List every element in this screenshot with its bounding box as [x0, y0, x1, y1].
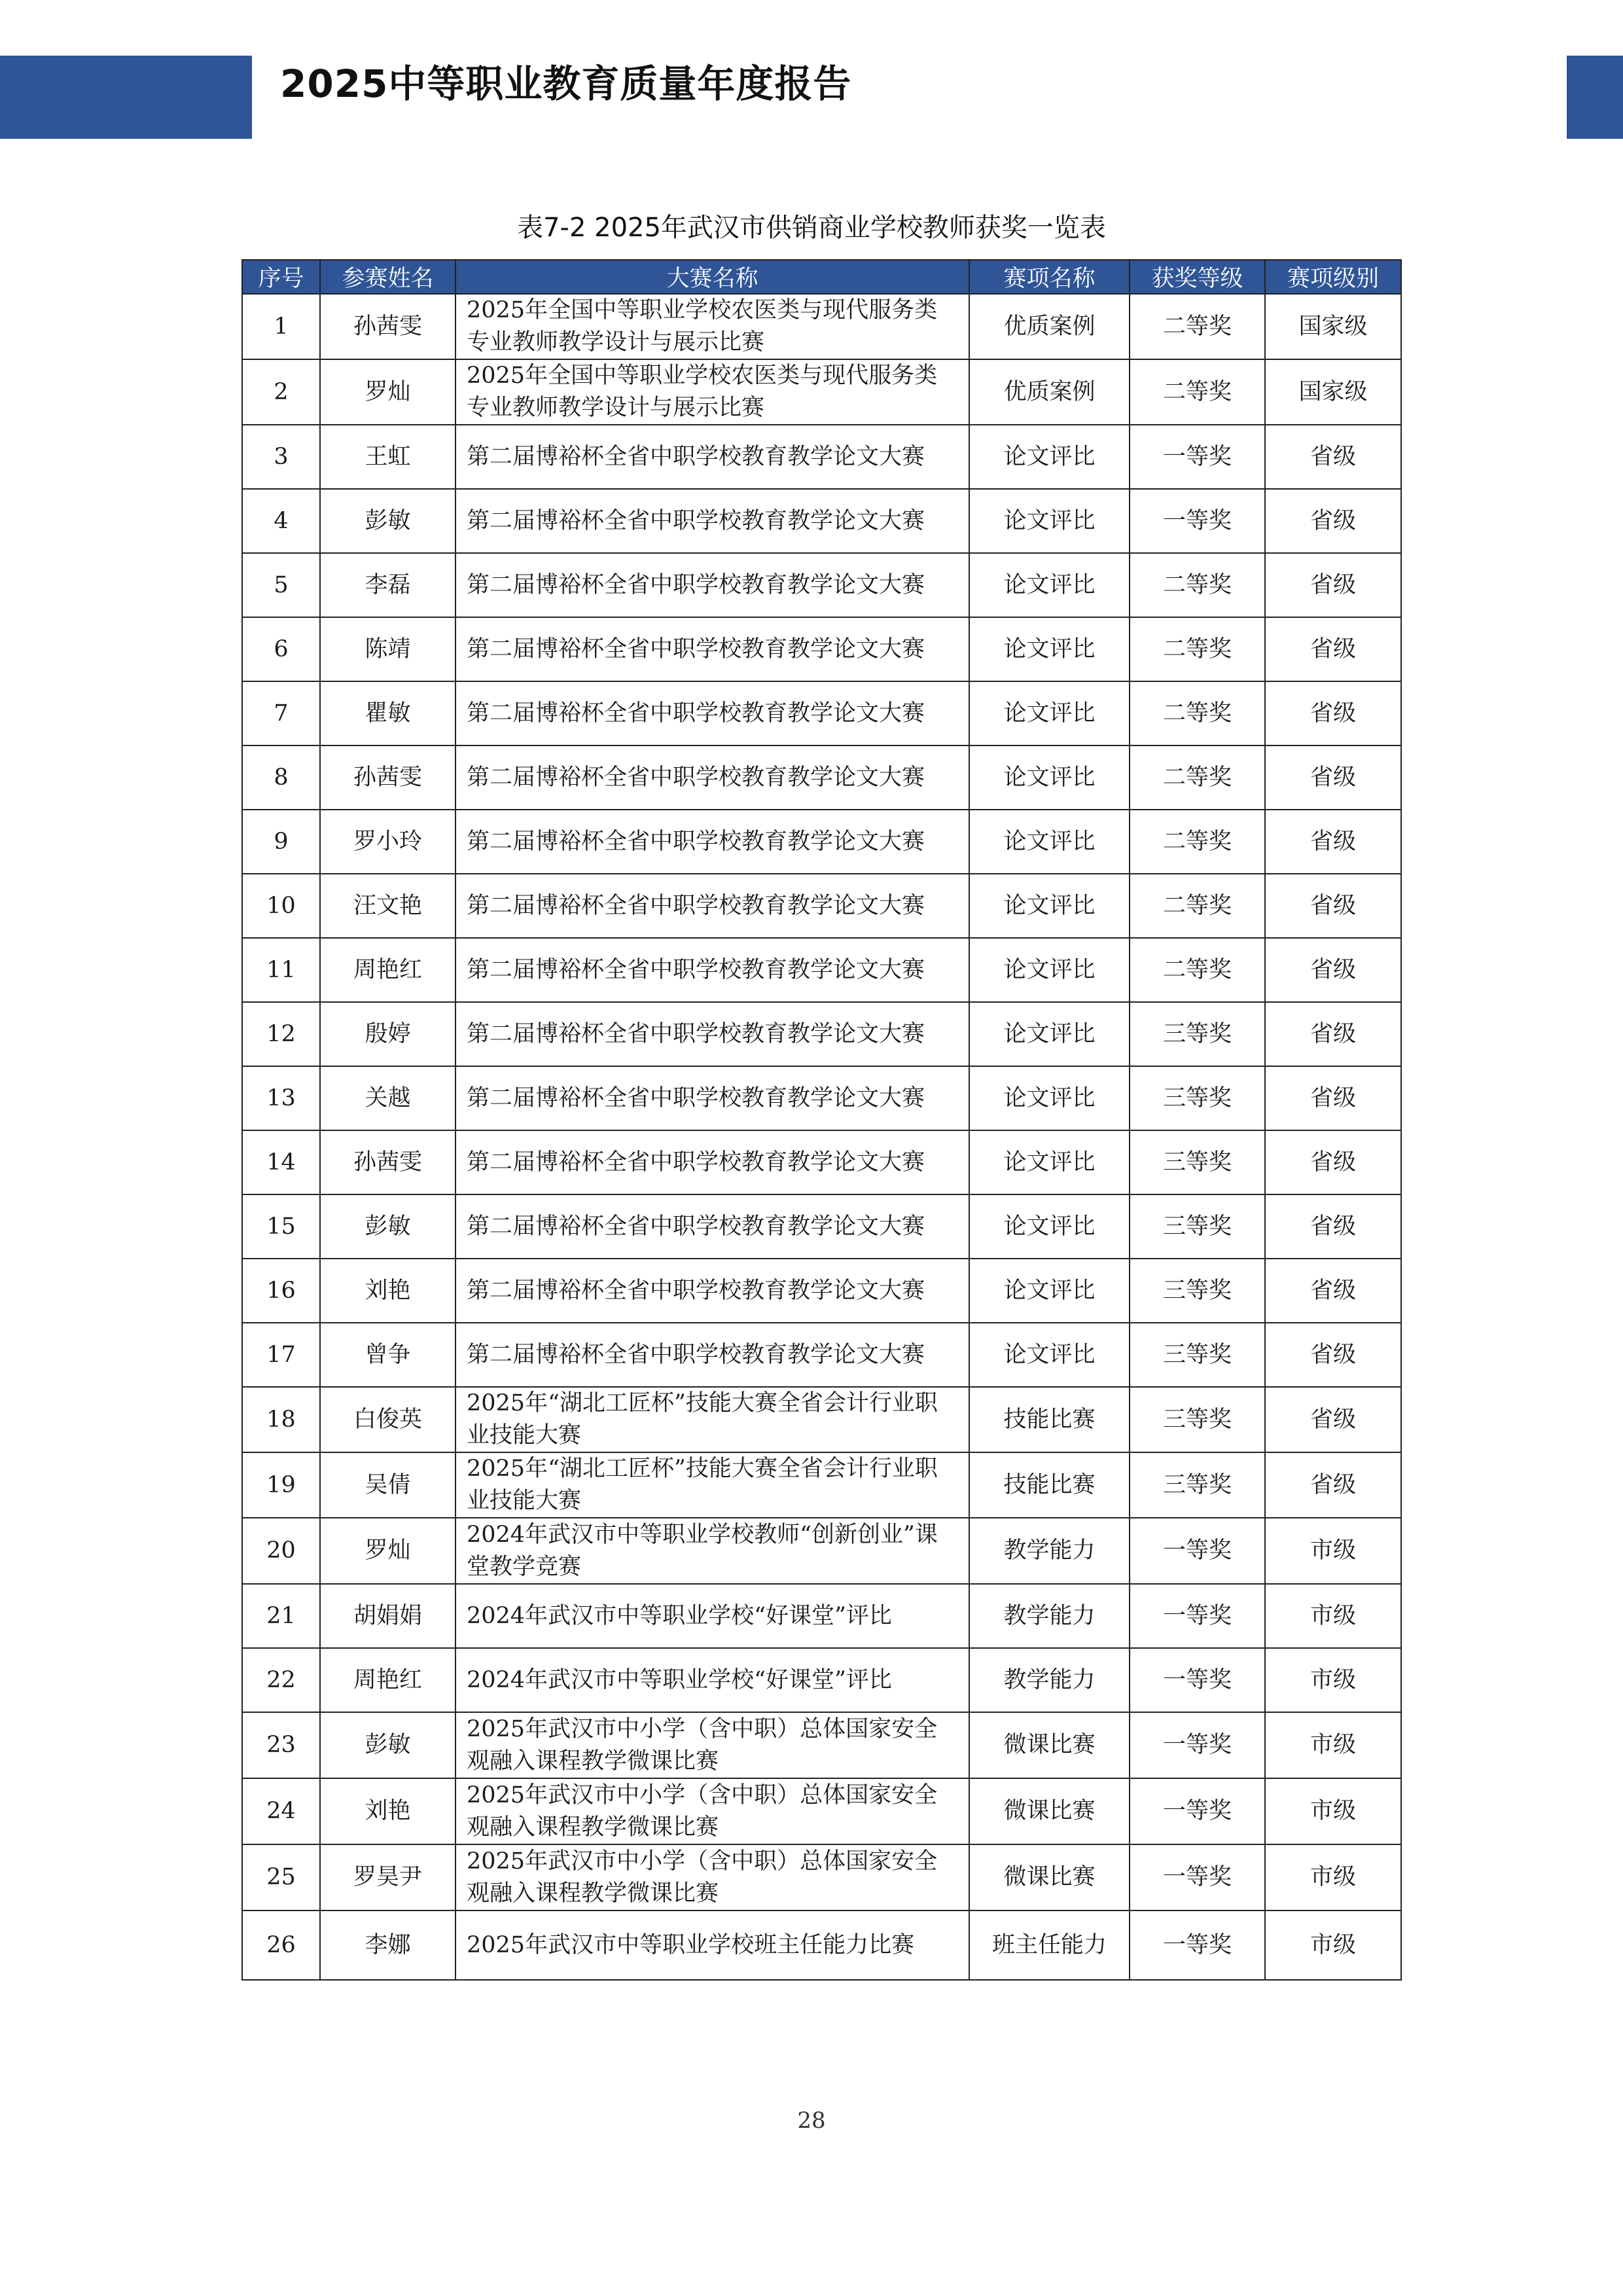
cell-event: 技能比赛	[969, 1452, 1130, 1518]
cell-award: 一等奖	[1130, 1910, 1265, 1980]
cell-level: 省级	[1265, 1194, 1401, 1259]
cell-award: 二等奖	[1130, 553, 1265, 617]
cell-name: 刘艳	[320, 1778, 455, 1844]
table-row	[242, 1194, 1401, 1259]
cell-award: 一等奖	[1130, 425, 1265, 489]
col-header-name: 参赛姓名	[320, 260, 455, 294]
table-row	[242, 1066, 1401, 1130]
cell-index: 6	[242, 617, 320, 681]
cell-name: 李磊	[320, 553, 455, 617]
table-row	[242, 1778, 1401, 1844]
cell-event: 微课比赛	[969, 1778, 1130, 1844]
cell-contest: 第二届博裕杯全省中职学校教育教学论文大赛	[455, 1323, 969, 1387]
cell-event: 微课比赛	[969, 1844, 1130, 1910]
cell-name: 胡娟娟	[320, 1584, 455, 1648]
cell-name: 罗灿	[320, 359, 455, 425]
cell-award: 三等奖	[1130, 1130, 1265, 1194]
cell-name: 罗昊尹	[320, 1844, 455, 1910]
cell-contest: 2024年武汉市中等职业学校“好课堂”评比	[455, 1648, 969, 1712]
cell-award: 二等奖	[1130, 359, 1265, 425]
cell-award: 一等奖	[1130, 1648, 1265, 1712]
cell-name: 孙茜雯	[320, 745, 455, 810]
table-row	[242, 1518, 1401, 1584]
cell-name: 周艳红	[320, 1648, 455, 1712]
cell-event: 论文评比	[969, 1130, 1130, 1194]
cell-event: 论文评比	[969, 938, 1130, 1002]
col-header-award: 获奖等级	[1130, 260, 1265, 294]
cell-level: 市级	[1265, 1648, 1401, 1712]
cell-level: 省级	[1265, 1259, 1401, 1323]
cell-event: 优质案例	[969, 359, 1130, 425]
cell-level: 省级	[1265, 489, 1401, 553]
cell-contest: 2025年全国中等职业学校农医类与现代服务类专业教师教学设计与展示比赛	[455, 294, 969, 359]
cell-index: 12	[242, 1002, 320, 1066]
cell-level: 省级	[1265, 938, 1401, 1002]
cell-contest: 2025年武汉市中等职业学校班主任能力比赛	[455, 1910, 969, 1980]
table-row	[242, 1387, 1401, 1452]
cell-level: 省级	[1265, 810, 1401, 874]
cell-event: 论文评比	[969, 745, 1130, 810]
cell-index: 19	[242, 1452, 320, 1518]
cell-index: 14	[242, 1130, 320, 1194]
table-row	[242, 489, 1401, 553]
table-row	[242, 294, 1401, 359]
cell-level: 市级	[1265, 1778, 1401, 1844]
table-row	[242, 810, 1401, 874]
page-number: 28	[797, 2108, 826, 2134]
table-row	[242, 1323, 1401, 1387]
header-accent-bar-left	[0, 56, 252, 139]
cell-contest: 第二届博裕杯全省中职学校教育教学论文大赛	[455, 874, 969, 938]
cell-name: 汪文艳	[320, 874, 455, 938]
cell-contest: 第二届博裕杯全省中职学校教育教学论文大赛	[455, 810, 969, 874]
cell-index: 4	[242, 489, 320, 553]
cell-level: 市级	[1265, 1518, 1401, 1584]
cell-name: 彭敏	[320, 1712, 455, 1778]
cell-level: 市级	[1265, 1844, 1401, 1910]
cell-award: 二等奖	[1130, 810, 1265, 874]
cell-level: 省级	[1265, 553, 1401, 617]
cell-name: 关越	[320, 1066, 455, 1130]
cell-index: 16	[242, 1259, 320, 1323]
cell-name: 孙茜雯	[320, 294, 455, 359]
cell-contest: 第二届博裕杯全省中职学校教育教学论文大赛	[455, 1002, 969, 1066]
cell-level: 省级	[1265, 425, 1401, 489]
table-row	[242, 1844, 1401, 1910]
cell-level: 省级	[1265, 745, 1401, 810]
cell-name: 孙茜雯	[320, 1130, 455, 1194]
col-header-contest: 大赛名称	[455, 260, 969, 294]
cell-contest: 2025年武汉市中小学（含中职）总体国家安全观融入课程教学微课比赛	[455, 1778, 969, 1844]
table-row	[242, 1648, 1401, 1712]
header-accent-bar-right	[1567, 56, 1623, 139]
cell-contest: 第二届博裕杯全省中职学校教育教学论文大赛	[455, 617, 969, 681]
cell-index: 1	[242, 294, 320, 359]
cell-event: 论文评比	[969, 425, 1130, 489]
cell-event: 论文评比	[969, 617, 1130, 681]
cell-event: 论文评比	[969, 1066, 1130, 1130]
cell-level: 省级	[1265, 1387, 1401, 1452]
table-row	[242, 745, 1401, 810]
cell-contest: 2025年“湖北工匠杯”技能大赛全省会计行业职业技能大赛	[455, 1387, 969, 1452]
cell-name: 瞿敏	[320, 681, 455, 745]
cell-award: 一等奖	[1130, 1844, 1265, 1910]
cell-event: 技能比赛	[969, 1387, 1130, 1452]
cell-event: 论文评比	[969, 1194, 1130, 1259]
table-row	[242, 1452, 1401, 1518]
table-row	[242, 938, 1401, 1002]
cell-index: 18	[242, 1387, 320, 1452]
cell-event: 班主任能力	[969, 1910, 1130, 1980]
cell-index: 17	[242, 1323, 320, 1387]
cell-contest: 第二届博裕杯全省中职学校教育教学论文大赛	[455, 1130, 969, 1194]
cell-award: 三等奖	[1130, 1066, 1265, 1130]
cell-contest: 2025年“湖北工匠杯”技能大赛全省会计行业职业技能大赛	[455, 1452, 969, 1518]
cell-level: 市级	[1265, 1712, 1401, 1778]
cell-contest: 第二届博裕杯全省中职学校教育教学论文大赛	[455, 1066, 969, 1130]
cell-award: 三等奖	[1130, 1002, 1265, 1066]
cell-event: 教学能力	[969, 1518, 1130, 1584]
table-row	[242, 1002, 1401, 1066]
cell-index: 9	[242, 810, 320, 874]
cell-contest: 2024年武汉市中等职业学校“好课堂”评比	[455, 1584, 969, 1648]
cell-contest: 第二届博裕杯全省中职学校教育教学论文大赛	[455, 425, 969, 489]
table-row	[242, 1910, 1401, 1980]
table-row	[242, 1712, 1401, 1778]
cell-award: 三等奖	[1130, 1323, 1265, 1387]
cell-name: 殷婷	[320, 1002, 455, 1066]
cell-name: 彭敏	[320, 489, 455, 553]
cell-award: 三等奖	[1130, 1194, 1265, 1259]
cell-index: 5	[242, 553, 320, 617]
cell-index: 10	[242, 874, 320, 938]
table-header-row	[242, 260, 1401, 294]
cell-level: 省级	[1265, 1066, 1401, 1130]
cell-event: 教学能力	[969, 1648, 1130, 1712]
cell-index: 8	[242, 745, 320, 810]
cell-event: 微课比赛	[969, 1712, 1130, 1778]
cell-award: 二等奖	[1130, 745, 1265, 810]
cell-name: 周艳红	[320, 938, 455, 1002]
table-row	[242, 1259, 1401, 1323]
report-title: 2025中等职业教育质量年度报告	[280, 62, 852, 106]
cell-index: 7	[242, 681, 320, 745]
cell-level: 省级	[1265, 617, 1401, 681]
cell-award: 一等奖	[1130, 1778, 1265, 1844]
table-row	[242, 359, 1401, 425]
cell-name: 陈靖	[320, 617, 455, 681]
cell-level: 省级	[1265, 1002, 1401, 1066]
cell-level: 市级	[1265, 1910, 1401, 1980]
cell-contest: 第二届博裕杯全省中职学校教育教学论文大赛	[455, 553, 969, 617]
cell-level: 国家级	[1265, 294, 1401, 359]
cell-index: 11	[242, 938, 320, 1002]
cell-award: 三等奖	[1130, 1387, 1265, 1452]
cell-level: 国家级	[1265, 359, 1401, 425]
cell-award: 一等奖	[1130, 1712, 1265, 1778]
cell-award: 二等奖	[1130, 874, 1265, 938]
cell-name: 刘艳	[320, 1259, 455, 1323]
cell-award: 二等奖	[1130, 938, 1265, 1002]
table-caption: 表7-2 2025年武汉市供销商业学校教师获奖一览表	[517, 213, 1106, 243]
cell-event: 教学能力	[969, 1584, 1130, 1648]
cell-index: 3	[242, 425, 320, 489]
cell-name: 罗小玲	[320, 810, 455, 874]
cell-award: 一等奖	[1130, 1518, 1265, 1584]
cell-award: 二等奖	[1130, 294, 1265, 359]
cell-event: 论文评比	[969, 553, 1130, 617]
cell-award: 三等奖	[1130, 1452, 1265, 1518]
cell-contest: 第二届博裕杯全省中职学校教育教学论文大赛	[455, 938, 969, 1002]
cell-name: 罗灿	[320, 1518, 455, 1584]
col-header-index: 序号	[242, 260, 320, 294]
cell-award: 一等奖	[1130, 489, 1265, 553]
cell-name: 曾争	[320, 1323, 455, 1387]
cell-index: 13	[242, 1066, 320, 1130]
awards-table	[241, 259, 1402, 1981]
cell-index: 2	[242, 359, 320, 425]
cell-index: 21	[242, 1584, 320, 1648]
table-row	[242, 874, 1401, 938]
table-row	[242, 681, 1401, 745]
table-row	[242, 617, 1401, 681]
cell-contest: 2025年武汉市中小学（含中职）总体国家安全观融入课程教学微课比赛	[455, 1844, 969, 1910]
table-row	[242, 1130, 1401, 1194]
cell-contest: 第二届博裕杯全省中职学校教育教学论文大赛	[455, 1259, 969, 1323]
cell-event: 论文评比	[969, 874, 1130, 938]
cell-award: 一等奖	[1130, 1584, 1265, 1648]
cell-index: 20	[242, 1518, 320, 1584]
cell-level: 省级	[1265, 1130, 1401, 1194]
cell-index: 22	[242, 1648, 320, 1712]
cell-level: 省级	[1265, 874, 1401, 938]
cell-index: 15	[242, 1194, 320, 1259]
cell-index: 23	[242, 1712, 320, 1778]
cell-award: 二等奖	[1130, 617, 1265, 681]
cell-contest: 2025年武汉市中小学（含中职）总体国家安全观融入课程教学微课比赛	[455, 1712, 969, 1778]
cell-event: 论文评比	[969, 681, 1130, 745]
cell-name: 吴倩	[320, 1452, 455, 1518]
col-header-level: 赛项级别	[1265, 260, 1401, 294]
cell-contest: 第二届博裕杯全省中职学校教育教学论文大赛	[455, 489, 969, 553]
cell-name: 白俊英	[320, 1387, 455, 1452]
cell-level: 省级	[1265, 681, 1401, 745]
cell-event: 论文评比	[969, 1323, 1130, 1387]
cell-event: 优质案例	[969, 294, 1130, 359]
cell-contest: 第二届博裕杯全省中职学校教育教学论文大赛	[455, 745, 969, 810]
cell-contest: 2024年武汉市中等职业学校教师“创新创业”课堂教学竞赛	[455, 1518, 969, 1584]
cell-event: 论文评比	[969, 1002, 1130, 1066]
cell-name: 彭敏	[320, 1194, 455, 1259]
cell-index: 25	[242, 1844, 320, 1910]
cell-level: 省级	[1265, 1323, 1401, 1387]
cell-event: 论文评比	[969, 810, 1130, 874]
cell-contest: 2025年全国中等职业学校农医类与现代服务类专业教师教学设计与展示比赛	[455, 359, 969, 425]
cell-contest: 第二届博裕杯全省中职学校教育教学论文大赛	[455, 1194, 969, 1259]
cell-index: 24	[242, 1778, 320, 1844]
cell-contest: 第二届博裕杯全省中职学校教育教学论文大赛	[455, 681, 969, 745]
cell-event: 论文评比	[969, 1259, 1130, 1323]
cell-name: 王虹	[320, 425, 455, 489]
cell-award: 二等奖	[1130, 681, 1265, 745]
cell-level: 省级	[1265, 1452, 1401, 1518]
cell-event: 论文评比	[969, 489, 1130, 553]
table-row	[242, 553, 1401, 617]
cell-award: 三等奖	[1130, 1259, 1265, 1323]
cell-level: 市级	[1265, 1584, 1401, 1648]
table-row	[242, 425, 1401, 489]
cell-index: 26	[242, 1910, 320, 1980]
cell-name: 李娜	[320, 1910, 455, 1980]
col-header-event: 赛项名称	[969, 260, 1130, 294]
table-row	[242, 1584, 1401, 1648]
